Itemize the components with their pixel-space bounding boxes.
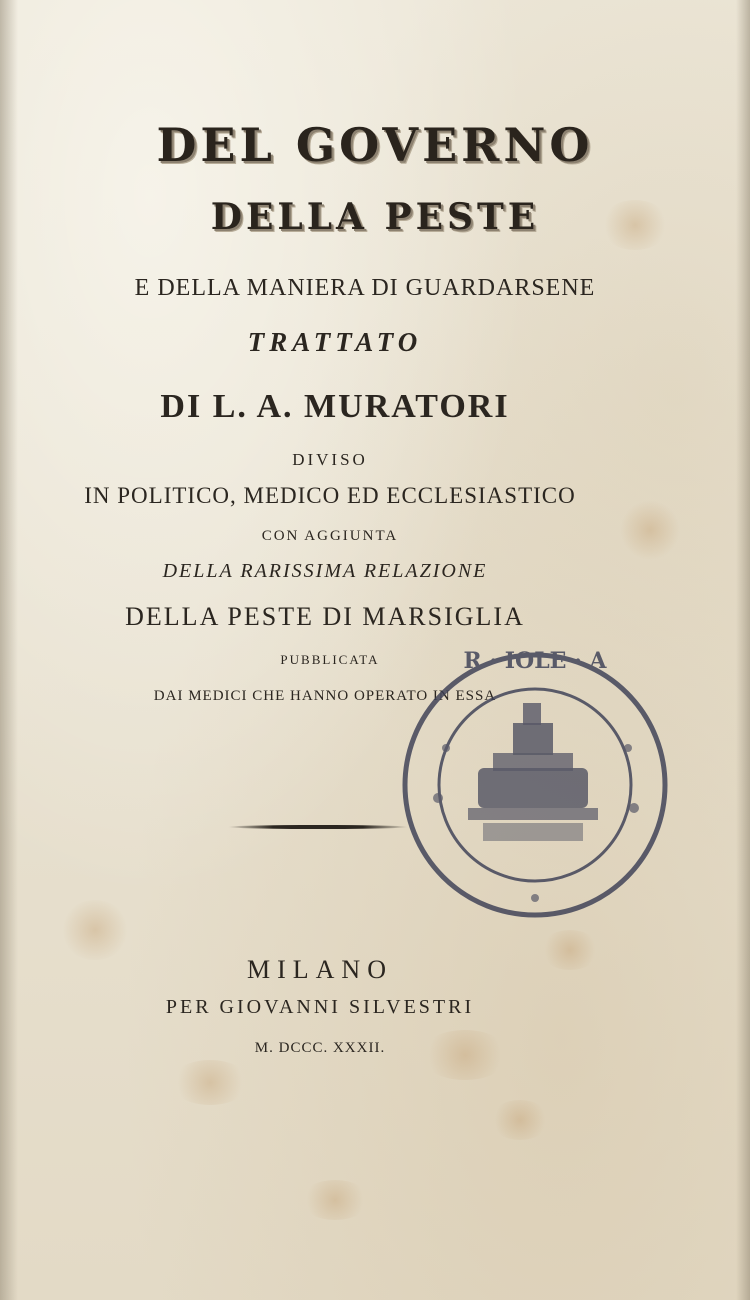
author-line: DI L. A. MURATORI xyxy=(160,388,510,425)
stamp-building-icon xyxy=(468,703,598,841)
page-right-edge xyxy=(736,0,750,1300)
published-line: PUBBLICATA xyxy=(280,652,380,667)
imprint-year: M. DCCC. XXXII. xyxy=(254,1040,386,1056)
title-line-2: DELLA PESTE xyxy=(210,196,540,238)
decorative-rule xyxy=(228,825,408,829)
addition-line: CON AGGIUNTA xyxy=(261,528,399,544)
title-line-1: DEL GOVERNO xyxy=(156,118,594,172)
imprint-city: MILANO xyxy=(247,955,393,984)
page-left-edge xyxy=(0,0,18,1300)
imprint-publisher: PER GIOVANNI SILVESTRI xyxy=(165,996,475,1018)
physicians-line: DAI MEDICI CHE HANNO OPERATO IN ESSA xyxy=(153,688,497,704)
relation-line: DELLA RARISSIMA RELAZIONE xyxy=(162,560,488,582)
library-stamp-icon xyxy=(398,648,672,922)
genre-line: TRATTATO xyxy=(247,327,423,357)
foxing-spot xyxy=(300,1180,370,1220)
marseille-line: DELLA PESTE DI MARSIGLIA xyxy=(125,602,525,631)
division-line: DIVISO xyxy=(292,450,368,469)
foxing-spot xyxy=(60,900,130,960)
svg-text:R · IOLE · A: R · IOLE · A xyxy=(463,648,607,674)
foxing-spot xyxy=(170,1060,250,1105)
foxing-spot xyxy=(490,1100,550,1140)
subtitle-line: E DELLA MANIERA DI GUARDARSENE xyxy=(134,275,596,301)
division-parts-line: IN POLITICO, MEDICO ED ECCLESIASTICO xyxy=(84,483,576,508)
